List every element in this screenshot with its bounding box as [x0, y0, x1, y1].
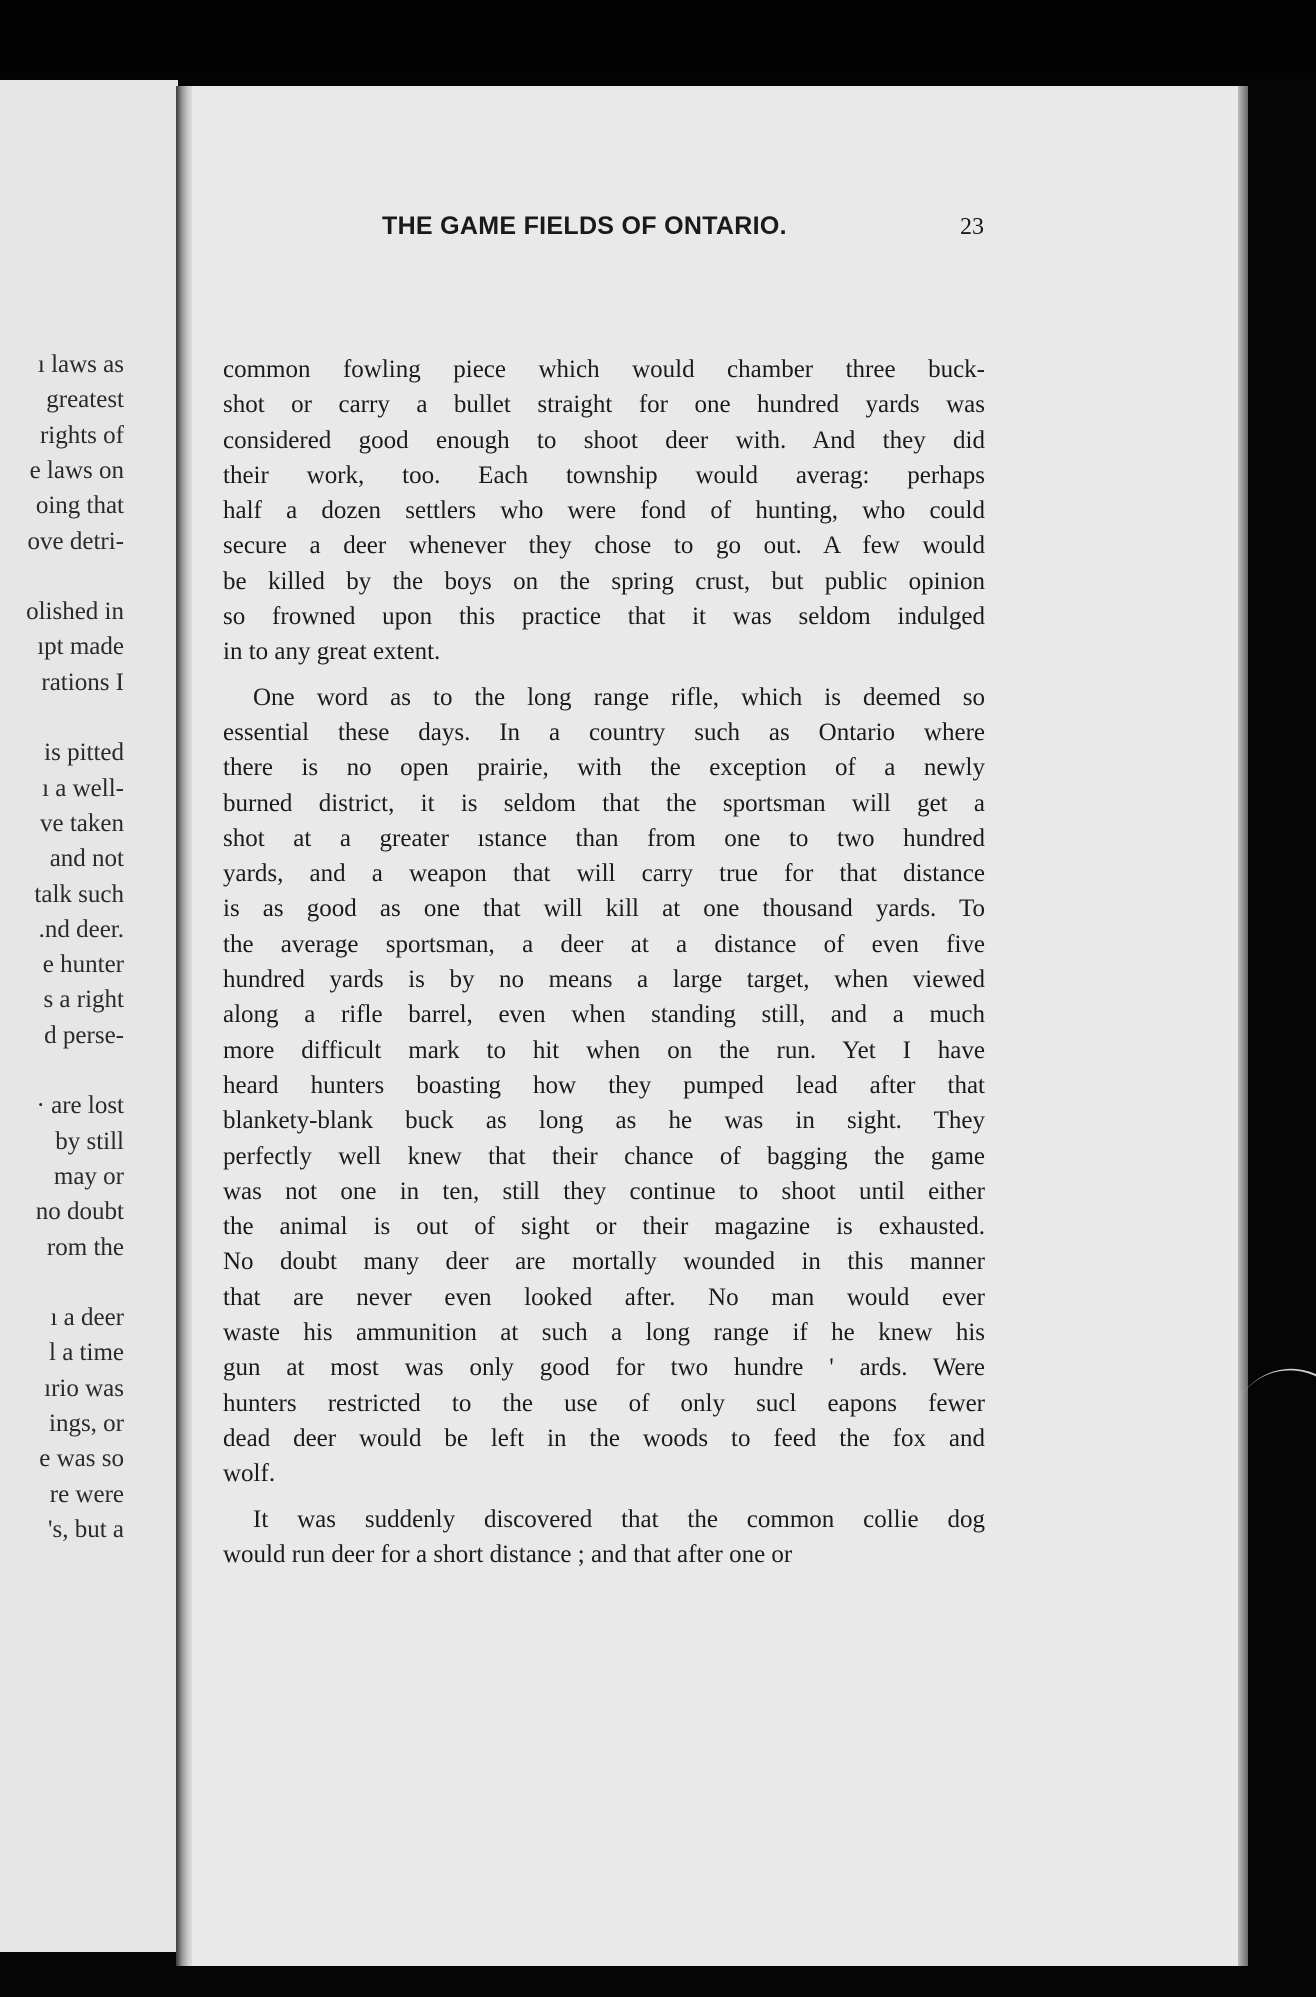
text-line: perfectly well knew that their chance of bagging the game — [223, 1142, 985, 1170]
text-line: wolf. — [223, 1460, 276, 1488]
scan-top-margin — [0, 0, 1316, 78]
facing-page-line: rom the — [46, 1233, 124, 1261]
facing-page-line: and not — [49, 845, 124, 873]
facing-page-line: l a time — [49, 1339, 124, 1367]
facing-page-line: ıpt made — [37, 633, 124, 661]
facing-page-line: rations I — [41, 668, 124, 696]
text-line: would run deer for a short distance ; and that after one or — [223, 1540, 793, 1568]
text-line: along a rifle barrel, even when standing still, and a much — [223, 1001, 985, 1029]
facing-page-line: talk such — [34, 880, 124, 908]
text-line: there is no open prairie, with the exception of a newly — [223, 754, 985, 782]
text-line: the animal is out of sight or their magazine is exhausted. — [223, 1213, 985, 1241]
facing-page-line: ı a deer — [50, 1304, 124, 1332]
text-line: was not one in ten, still they continue to shoot until either — [223, 1177, 985, 1205]
page-body-text — [223, 352, 985, 1572]
text-line: One word as to the long range rifle, which is deemed so — [253, 683, 985, 711]
page-edge-shadow — [1238, 86, 1248, 1966]
page-corner-curl — [1237, 1348, 1316, 1435]
facing-page-left — [0, 80, 178, 1952]
text-line: their work, too. Each township would averag: perhaps — [223, 461, 985, 489]
text-line: It was suddenly discovered that the common collie dog — [253, 1505, 985, 1533]
facing-page-line: may or — [53, 1162, 124, 1190]
text-line: more difficult mark to hit when on the run. Yet I have — [223, 1036, 985, 1064]
text-line: blankety-blank buck as long as he was in sight. They — [223, 1107, 985, 1135]
facing-page-line: no doubt — [35, 1198, 124, 1226]
facing-page-line: e laws on — [29, 456, 124, 484]
text-line: is as good as one that will kill at one thousand yards. To — [223, 895, 985, 923]
facing-page-line: ve taken — [40, 809, 124, 837]
facing-page-line: oing that — [35, 492, 124, 520]
text-line: shot at a greater ıstance than from one to two hundred — [223, 824, 985, 852]
facing-page-line: ove detri- — [27, 527, 124, 555]
text-line: be killed by the boys on the spring crust, but public opinion — [223, 567, 985, 595]
text-line: half a dozen settlers who were fond of hunting, who could — [223, 497, 985, 525]
facing-page-line: is pitted — [44, 739, 124, 767]
running-head — [0, 212, 1316, 252]
text-line: so frowned upon this practice that it was seldom indulged — [223, 603, 985, 631]
text-line: burned district, it is seldom that the sportsman will get a — [223, 789, 985, 817]
facing-page-line: d perse- — [44, 1021, 124, 1049]
text-line: essential these days. In a country such as Ontario where — [223, 718, 985, 746]
text-line: secure a deer whenever they chose to go out. A few would — [223, 532, 985, 560]
facing-page-line: re were — [49, 1480, 124, 1508]
facing-page-line: greatest — [46, 386, 124, 414]
text-line: waste his ammunition at such a long range if he knew his — [223, 1319, 985, 1347]
text-line: hundred yards is by no means a large target, when viewed — [223, 966, 985, 994]
facing-page-line: olished in — [26, 598, 124, 626]
facing-page-line: e hunter — [42, 951, 124, 979]
text-line: dead deer would be left in the woods to feed the fox and — [223, 1424, 985, 1452]
text-line: hunters restricted to the use of only sucl eapons fewer — [223, 1389, 985, 1417]
text-line: No doubt many deer are mortally wounded in this manner — [223, 1248, 985, 1276]
facing-page-line: ırio was — [44, 1374, 124, 1402]
facing-page-line: e was so — [39, 1445, 124, 1473]
text-line: heard hunters boasting how they pumped lead after that — [223, 1071, 985, 1099]
facing-page-line: ings, or — [49, 1410, 124, 1437]
text-line: in to any great extent. — [223, 638, 441, 666]
facing-page-line: ı a well- — [42, 774, 124, 802]
facing-page-line: rights of — [39, 421, 124, 449]
facing-page-line: · are lost — [36, 1092, 124, 1120]
text-line: the average sportsman, a deer at a distance of even five — [223, 930, 985, 958]
running-head-title: THE GAME FIELDS OF ONTARIO. — [382, 212, 787, 240]
text-line: common fowling piece which would chamber three buck- — [223, 356, 985, 383]
facing-page-line: .nd deer. — [38, 915, 124, 943]
text-line: gun at most was only good for two hundre ' ards. Were — [223, 1354, 985, 1382]
text-line: shot or carry a bullet straight for one hundred yards was — [223, 391, 985, 419]
facing-page-line: by still — [55, 1127, 124, 1155]
text-line: yards, and a weapon that will carry true for that distance — [223, 860, 985, 888]
text-line: that are never even looked after. No man would ever — [223, 1283, 985, 1311]
facing-page-line: s a right — [43, 986, 124, 1014]
page-number: 23 — [960, 214, 984, 240]
text-line: considered good enough to shoot deer with. And they did — [223, 426, 985, 454]
facing-page-line: 's, but a — [47, 1515, 124, 1543]
facing-page-line: ı laws as — [37, 351, 124, 378]
